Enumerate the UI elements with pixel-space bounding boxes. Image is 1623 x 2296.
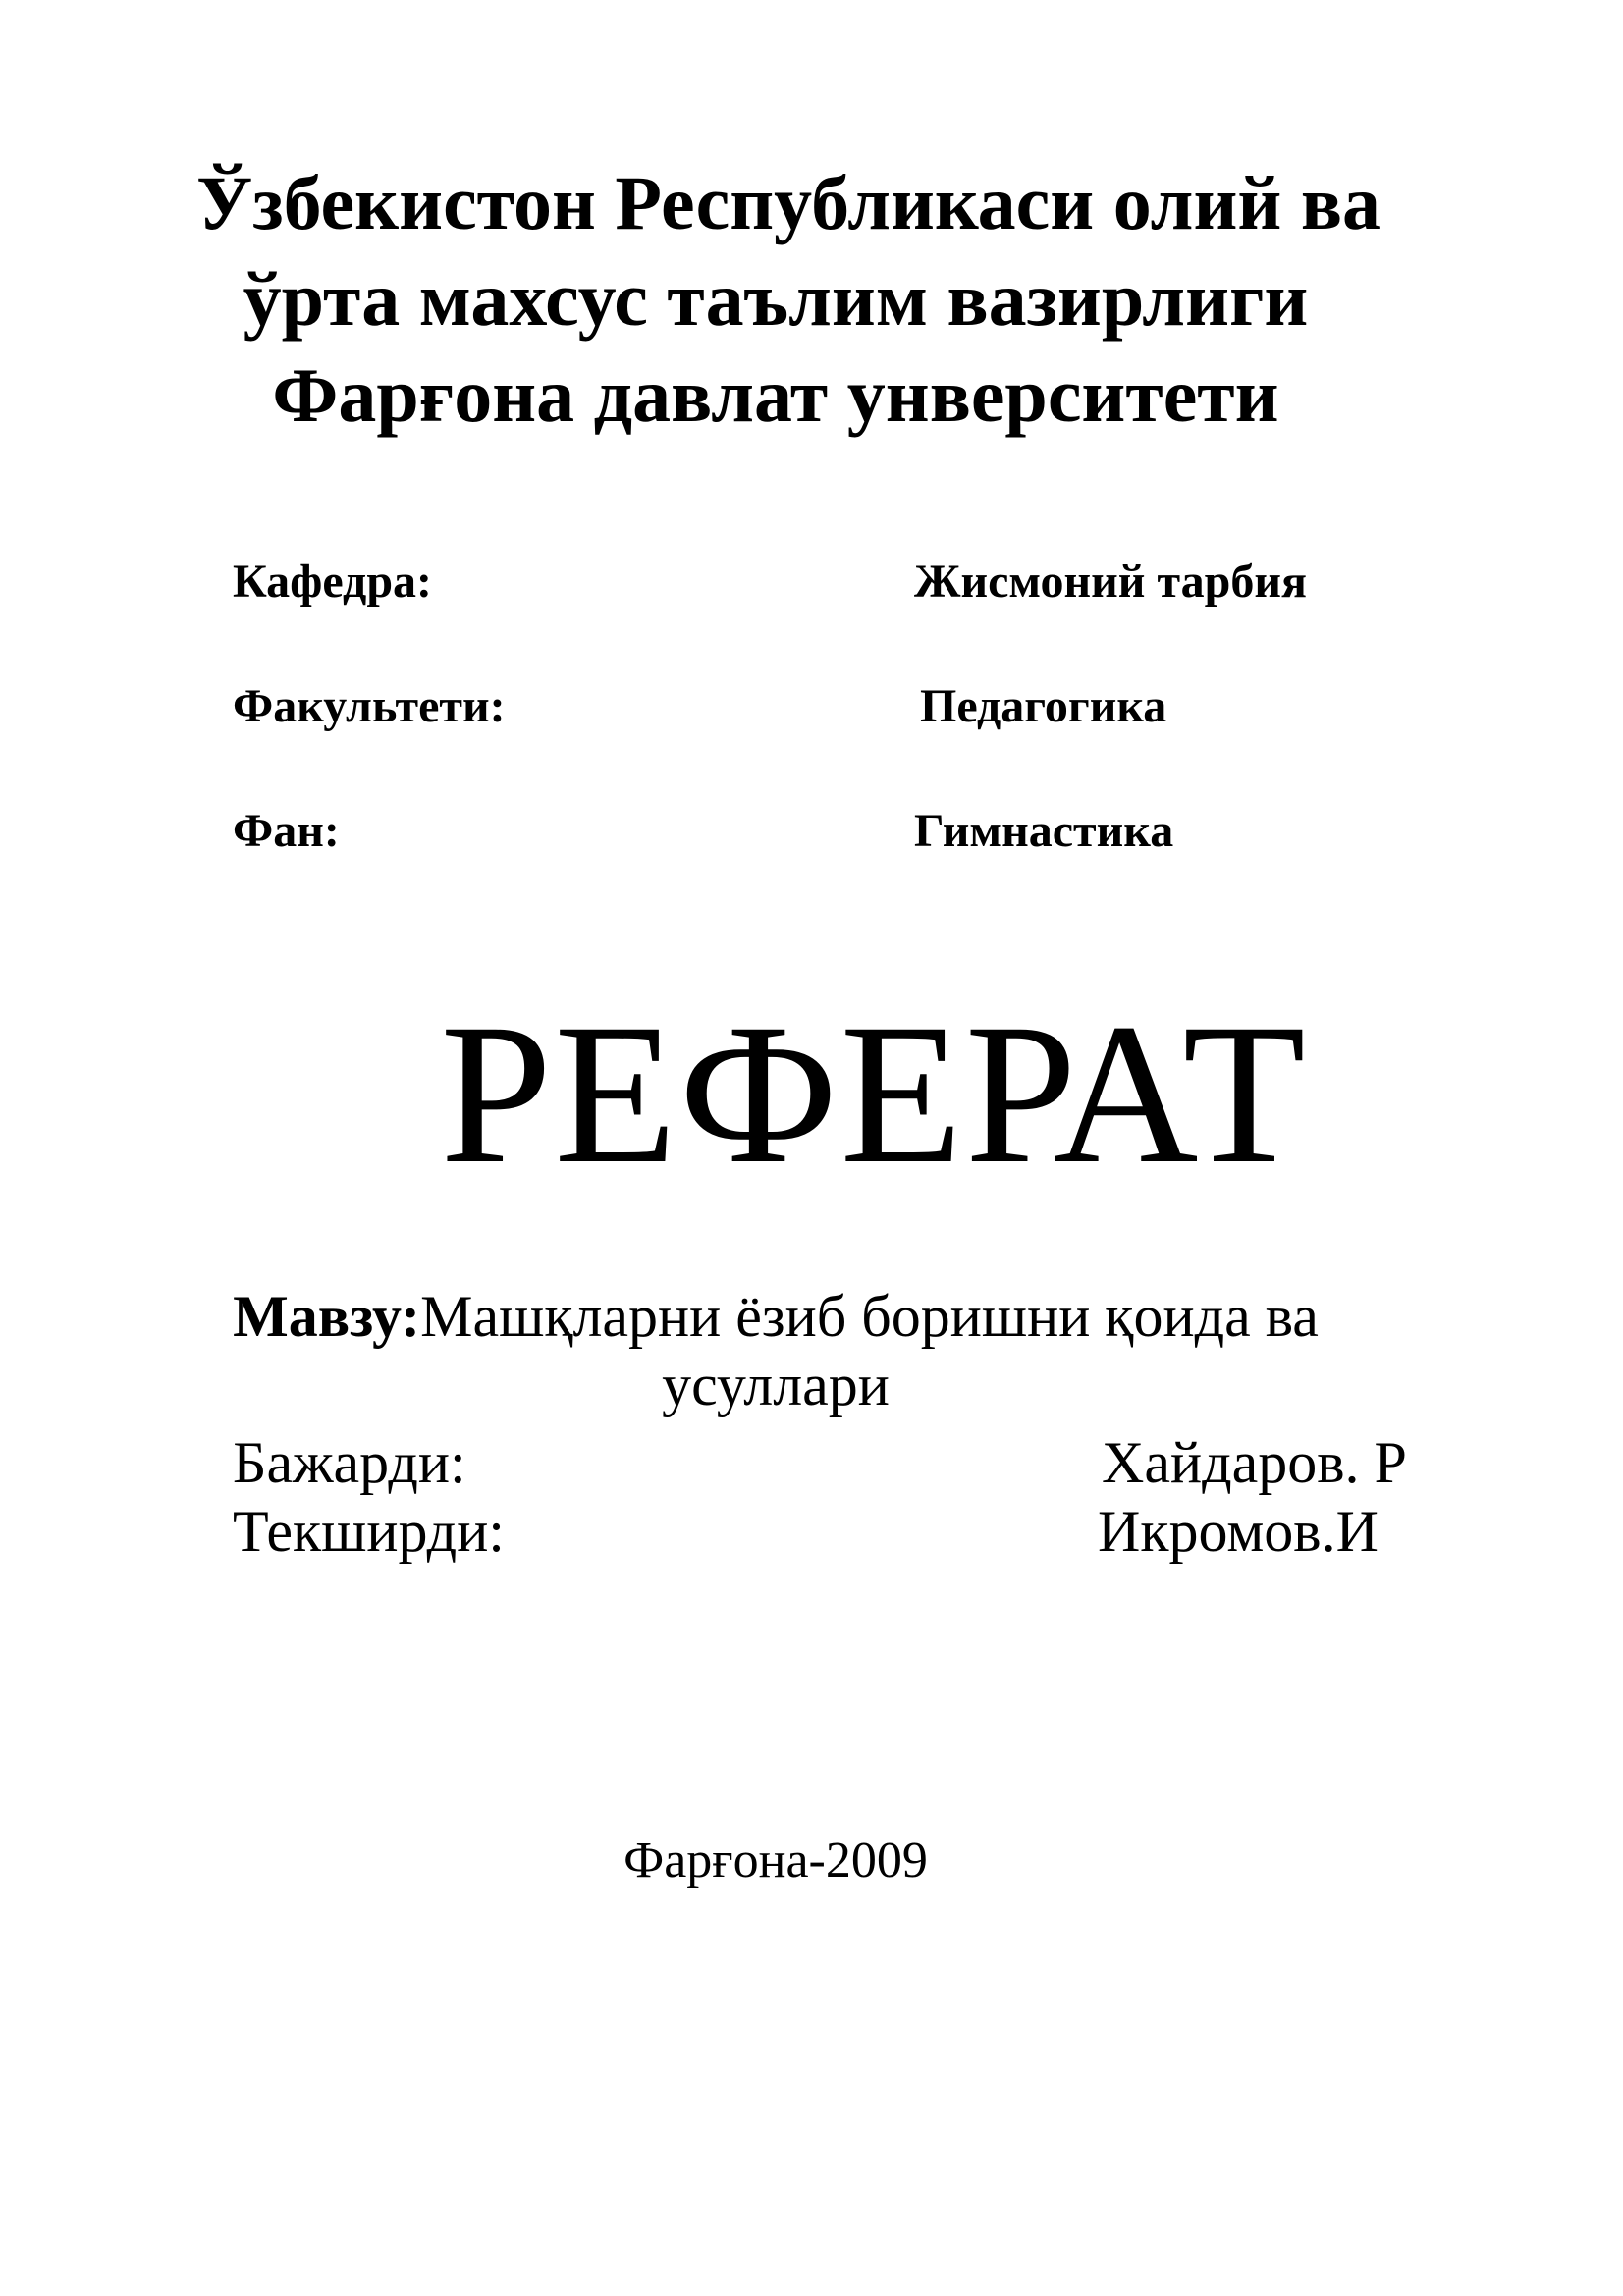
topic-text-line-2: усуллари: [662, 1353, 890, 1417]
document-title: РЕФЕРАТ: [440, 983, 1308, 1205]
faculty-value: Педагогика: [920, 680, 1167, 732]
performed-by-label: Бажарди:: [233, 1430, 466, 1495]
subject-value: Гимнастика: [914, 805, 1174, 857]
checked-by-label: Текширди:: [233, 1499, 505, 1564]
faculty-label: Факультети:: [233, 680, 506, 732]
header-line-1: Ўзбекистон Республикаси олий ва: [196, 160, 1380, 245]
topic-text-line-1: Машқларни ёзиб боришни қоида ва: [420, 1284, 1319, 1349]
subject-label: Фан:: [233, 805, 340, 857]
header-line-3: Фарғона давлат унверситети: [272, 352, 1279, 438]
topic-label: Мавзу:: [233, 1284, 421, 1349]
department-label: Кафедра:: [233, 556, 433, 608]
ministry-header: [196, 155, 1380, 444]
department-value: Жисмоний тарбия: [914, 556, 1307, 608]
checked-by-name: Икромов.И: [1098, 1499, 1379, 1564]
header-line-2: ўрта махсус таълим вазирлиги: [243, 256, 1309, 342]
performed-by-name: Хайдаров. Р: [1102, 1430, 1407, 1495]
topic-line-1: [196, 1282, 1355, 1351]
topic-block: [196, 1282, 1355, 1419]
city-year-footer: Фарғона-2009: [623, 1833, 928, 1889]
